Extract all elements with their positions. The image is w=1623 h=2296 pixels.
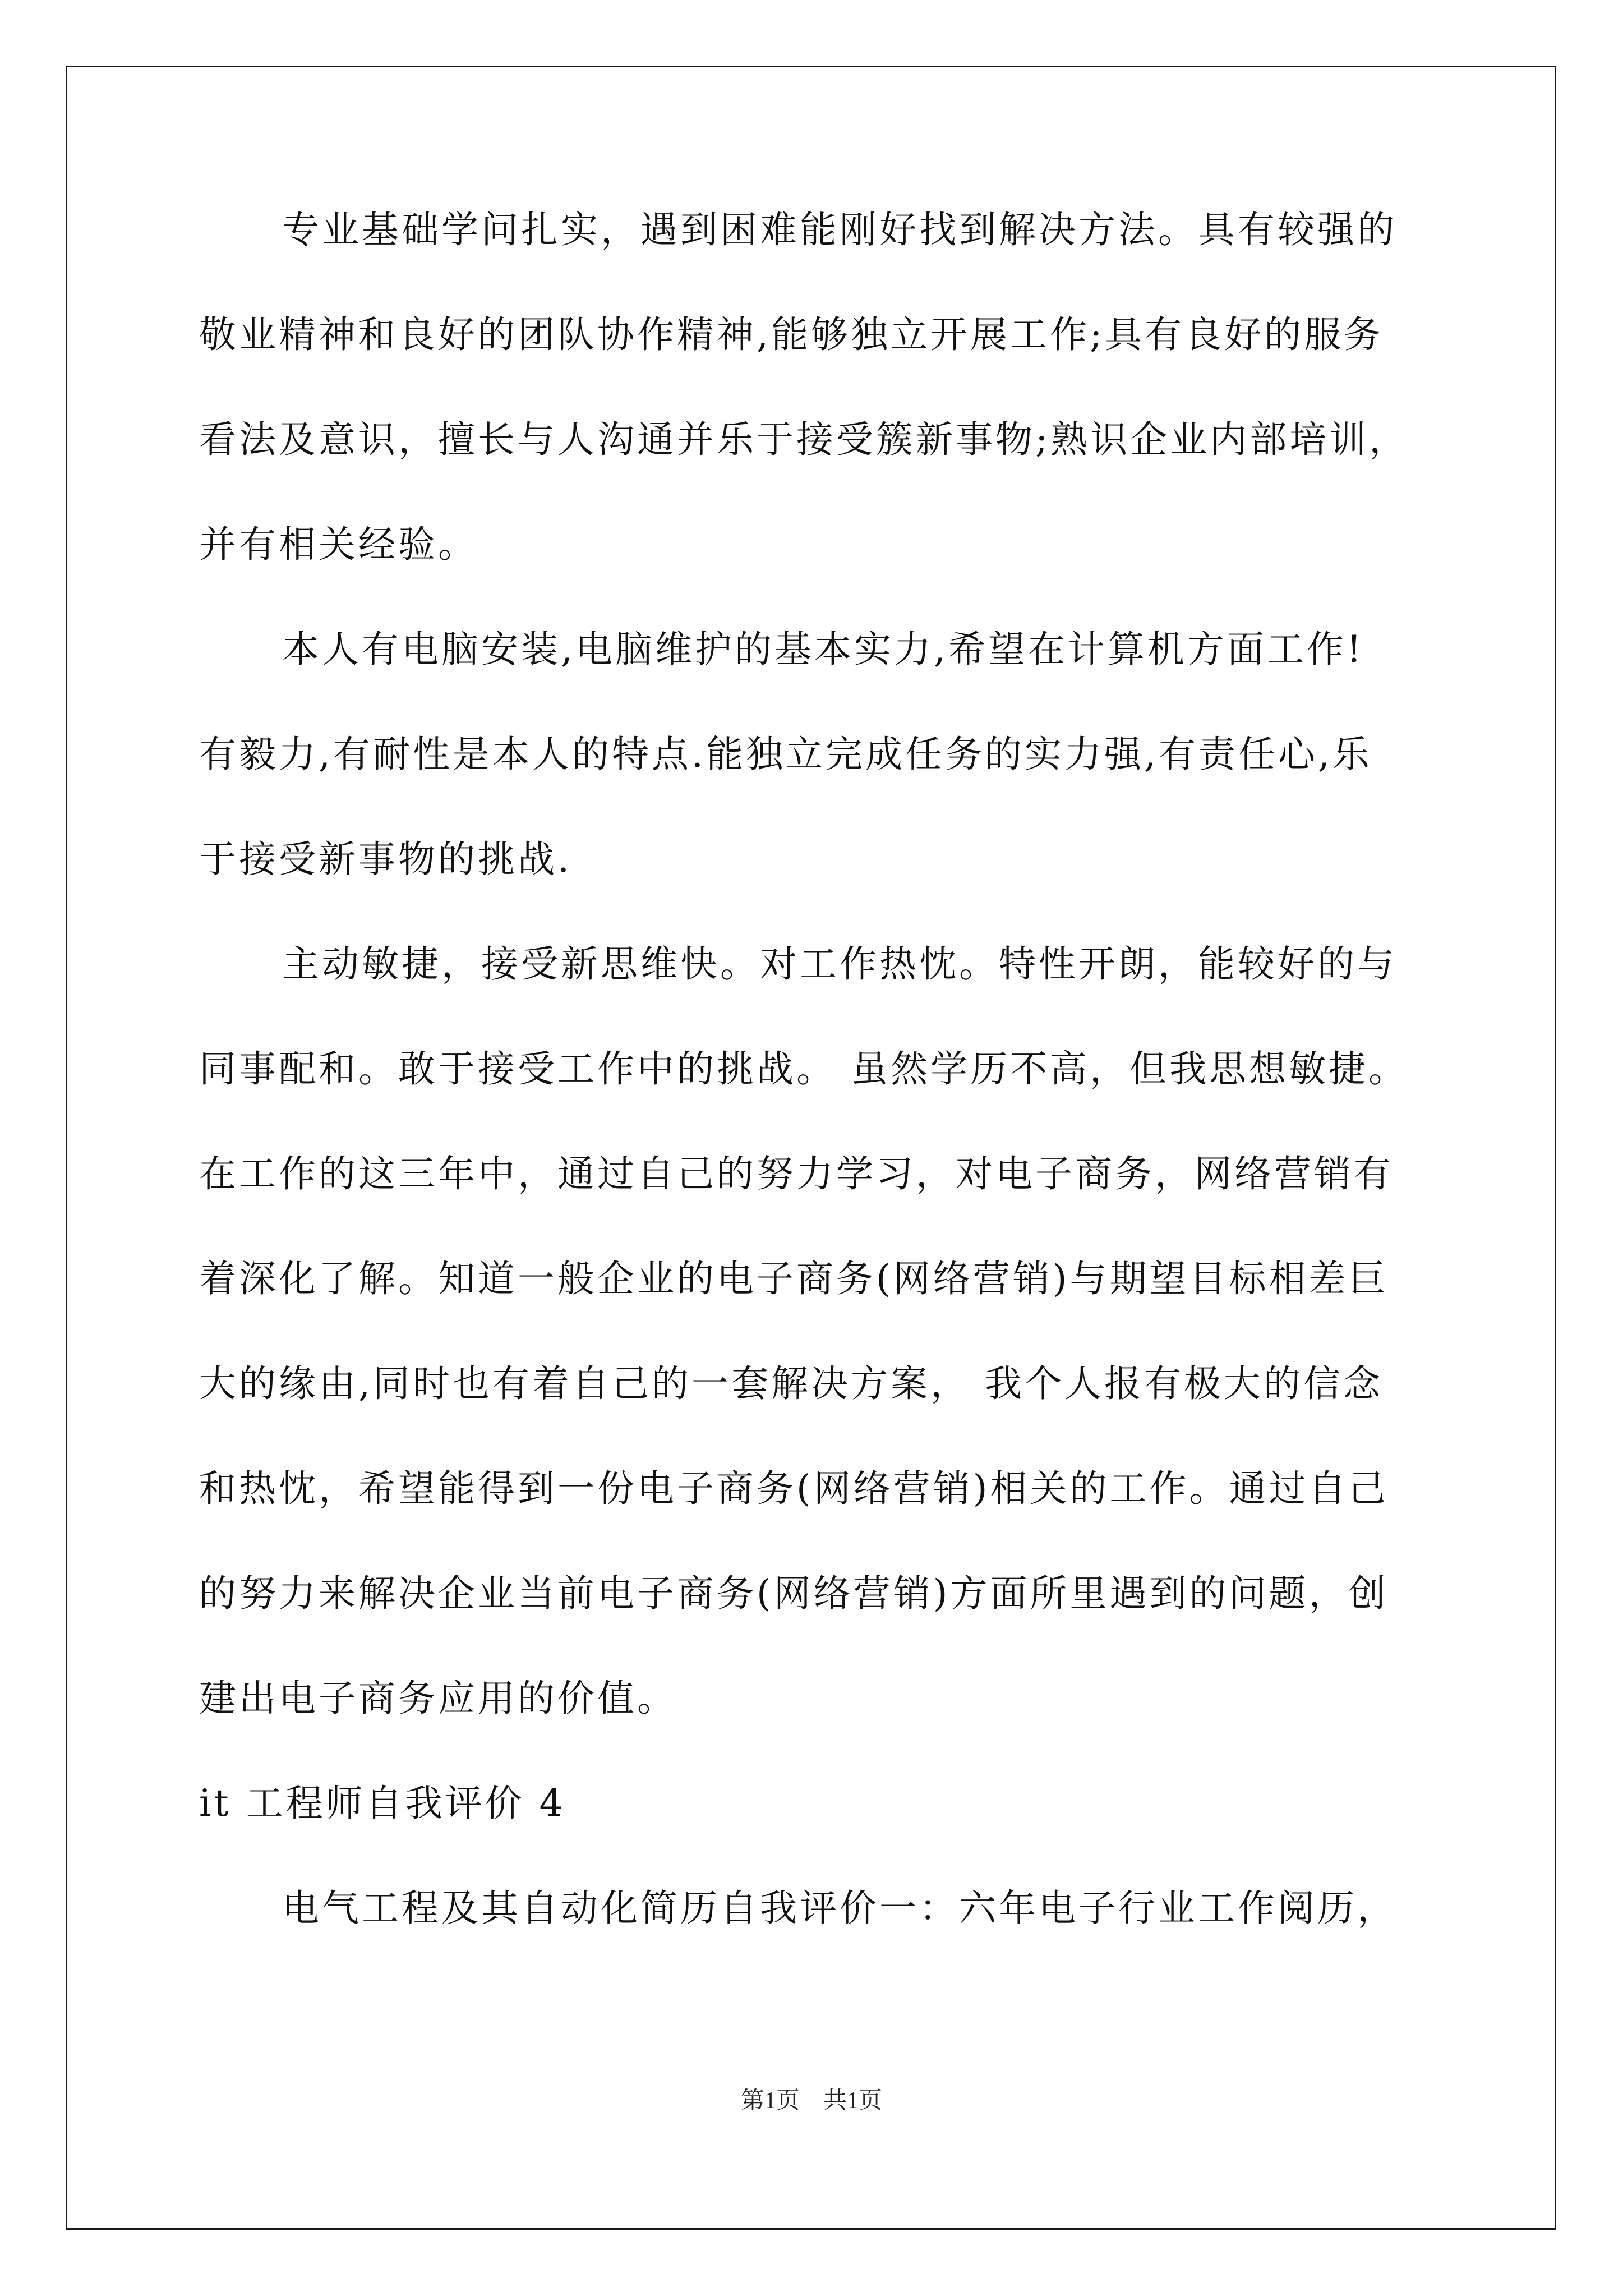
text-line: 并有相关经验。 [199, 523, 478, 566]
text-line: 的努力来解决企业当前电子商务(网络营销)方面所里遇到的问题，创 [199, 1572, 1389, 1615]
text-line: 看法及意识，擅长与人沟通并乐于接受簇新事物;熟识企业内部培训， [199, 418, 1409, 461]
text-line: 本人有电脑安装,电脑维护的基本实力,希望在计算机方面工作! [282, 628, 1364, 671]
text-line: 敬业精神和良好的团队协作精神,能够独立开展工作;具有良好的服务 [199, 313, 1384, 356]
page-number: 第1页 共1页 [740, 2088, 882, 2114]
text-line: 专业基础学问扎实，遇到困难能刚好找到解决方法。具有较强的 [282, 208, 1397, 251]
text-line: 在工作的这三年中，通过自己的努力学习，对电子商务，网络营销有 [199, 1152, 1394, 1195]
text-line: 于接受新事物的挑战. [199, 838, 572, 881]
text-line: 同事配和。敢于接受工作中的挑战。 虽然学历不高，但我思想敏捷。 [199, 1047, 1408, 1091]
section-heading: it 工程师自我评价 4 [199, 1782, 566, 1825]
text-line: 着深化了解。知道一般企业的电子商务(网络营销)与期望目标相差巨 [199, 1257, 1389, 1300]
text-line: 电气工程及其自动化简历自我评价一：六年电子行业工作阅历， [282, 1887, 1397, 1930]
text-line: 建出电子商务应用的价值。 [199, 1677, 677, 1720]
text-line: 大的缘由,同时也有着自己的一套解决方案， 我个人报有极大的信念 [199, 1362, 1383, 1405]
text-line: 主动敏捷，接受新思维快。对工作热忱。特性开朗，能较好的与 [282, 942, 1397, 986]
text-line: 和热忱，希望能得到一份电子商务(网络营销)相关的工作。通过自己 [199, 1467, 1389, 1510]
text-line: 有毅力,有耐性是本人的特点.能独立完成任务的实力强,有责任心,乐 [199, 733, 1372, 776]
